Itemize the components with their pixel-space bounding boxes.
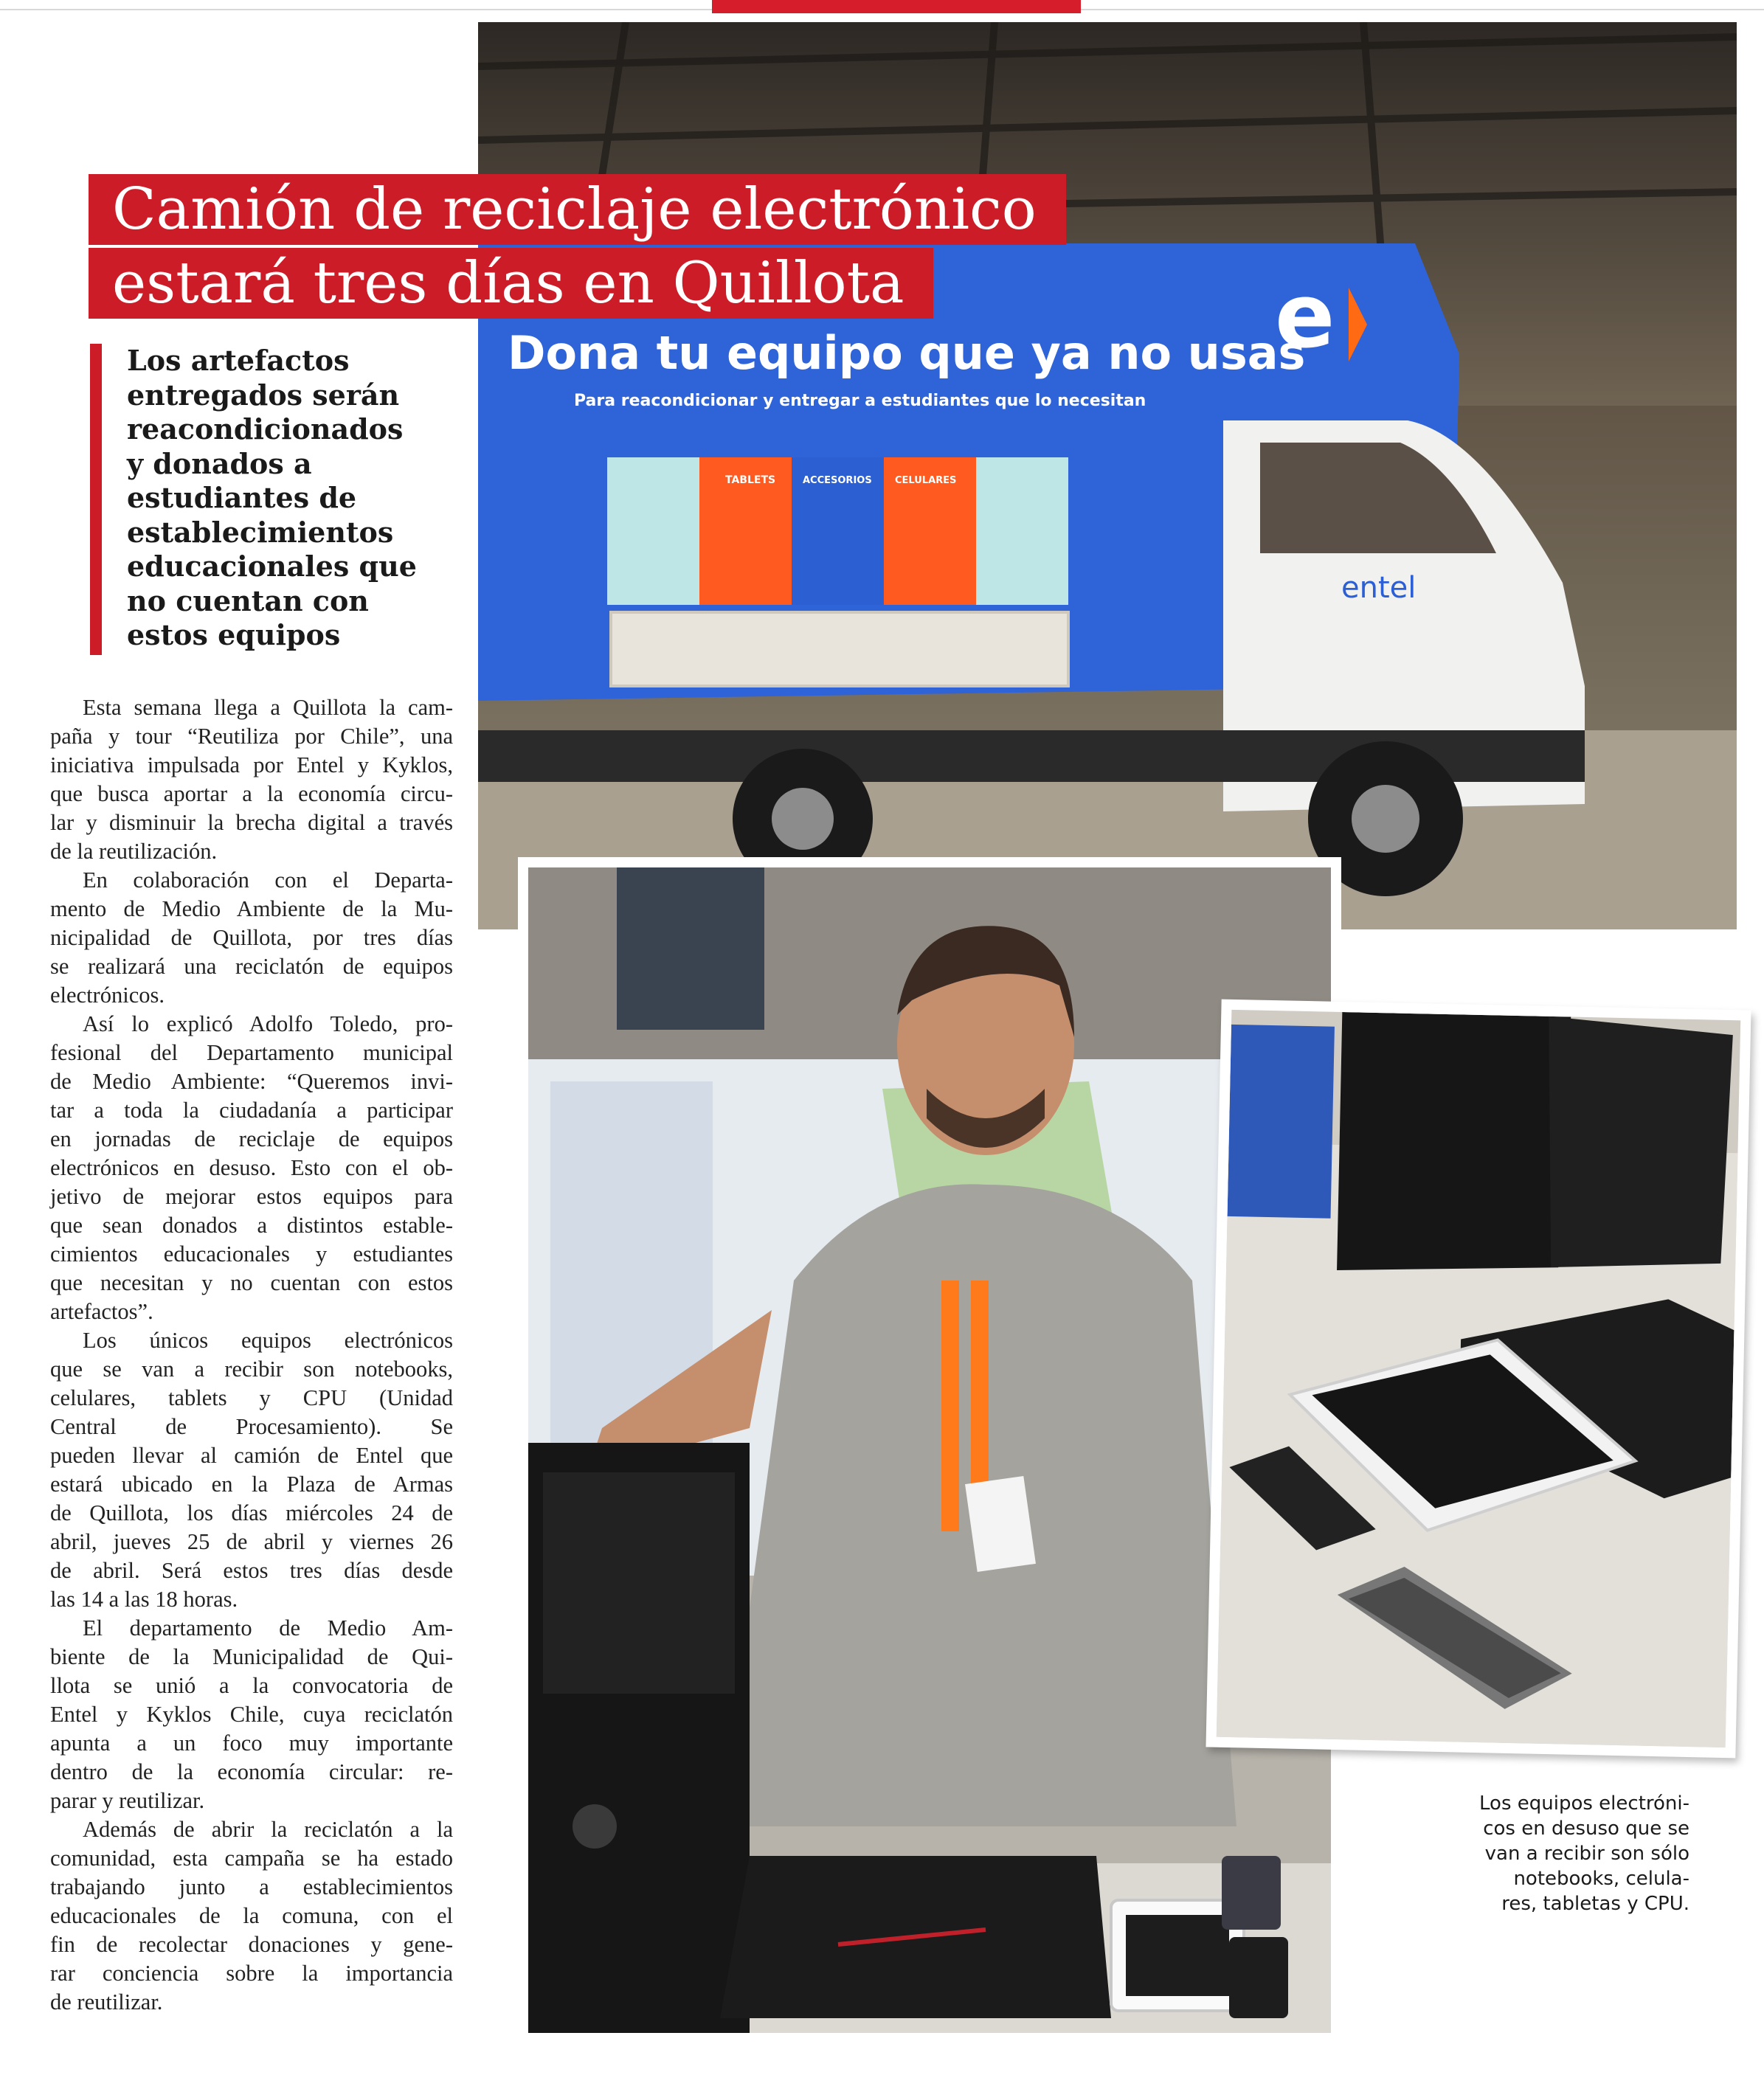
deck-line: reacondicionados — [127, 412, 404, 446]
headline-line-1: Camión de reciclaje electrónico — [89, 174, 1066, 245]
body-line: celulares, tablets y CPU (Unidad — [50, 1385, 453, 1410]
person-illustration — [528, 867, 1331, 2033]
body-line: pueden llevar al camión de Entel que — [50, 1443, 453, 1468]
body-line: electrónicos. — [50, 983, 165, 1008]
truck-door-brand: entel — [1341, 571, 1417, 605]
bin-label-accesorios: ACCESORIOS — [803, 475, 872, 486]
body-line: fin de recolectar donaciones y gene- — [50, 1932, 453, 1957]
body-line: iniciativa impulsada por Entel y Kyklos, — [50, 752, 453, 777]
person-photo — [528, 867, 1331, 2033]
caption-line: van a recibir son sólo — [1484, 1843, 1689, 1865]
section-tab — [712, 0, 1081, 13]
truck-illustration — [478, 22, 1737, 929]
photo-caption — [1402, 1791, 1689, 1916]
devices-illustration — [1217, 1010, 1740, 1747]
body-line: Entel y Kyklos Chile, cuya reciclatón — [50, 1702, 453, 1727]
article-body — [50, 693, 453, 2017]
body-line: trabajando junto a establecimientos — [50, 1874, 453, 1899]
body-line: fesional del Departamento municipal — [50, 1040, 453, 1065]
devices-photo-frame — [1206, 1000, 1751, 1759]
body-line: de Quillota, los días miércoles 24 de — [50, 1500, 453, 1525]
body-line: cimientos educacionales y estudiantes — [50, 1241, 453, 1267]
body-line: que se van a recibir son notebooks, — [50, 1357, 453, 1382]
deck-accent-rule — [90, 344, 102, 655]
body-line: apunta a un foco muy importante — [50, 1731, 453, 1756]
body-line: de abril. Será estos tres días desde — [50, 1558, 453, 1583]
body-line: Así lo explicó Adolfo Toledo, pro- — [83, 1011, 453, 1036]
body-line: que busca aportar a la economía circu- — [50, 781, 453, 806]
body-line: nicipalidad de Quillota, por tres días — [50, 925, 453, 950]
body-line: parar y reutilizar. — [50, 1788, 205, 1813]
body-line: las 14 a las 18 horas. — [50, 1587, 238, 1612]
deck-line: y donados a — [127, 446, 312, 480]
body-line: Los únicos equipos electrónicos — [83, 1328, 453, 1353]
deck-line: Los artefactos — [127, 344, 350, 377]
deck — [127, 344, 466, 653]
body-line: Central de Procesamiento). Se — [50, 1414, 453, 1439]
deck-line: entregados serán — [127, 378, 400, 412]
bin-label-tablets: TABLETS — [725, 474, 776, 486]
truck-sign-headline: Dona tu equipo que ya no usas — [508, 326, 1306, 380]
body-line: que sean donados a distintos estable- — [50, 1213, 453, 1238]
body-line: se realizará una reciclatón de equipos — [50, 954, 453, 979]
body-line: dentro de la economía circular: re- — [50, 1759, 453, 1784]
body-line: jetivo de mejorar estos equipos para — [50, 1184, 453, 1209]
body-line: paña y tour “Reutiliza por Chile”, una — [50, 724, 453, 749]
body-line: abril, jueves 25 de abril y viernes 26 — [50, 1529, 453, 1554]
body-line: rar conciencia sobre la importancia — [50, 1961, 453, 1986]
body-line: que necesitan y no cuentan con estos — [50, 1270, 453, 1295]
body-line: en jornadas de reciclaje de equipos — [50, 1126, 453, 1151]
body-line: artefactos”. — [50, 1299, 153, 1324]
body-line: tar a toda la ciudadanía a participar — [50, 1098, 453, 1123]
body-line: de la reutilización. — [50, 839, 218, 864]
body-line: de Medio Ambiente: “Queremos invi- — [50, 1069, 453, 1094]
caption-line: Los equipos electróni- — [1479, 1792, 1689, 1815]
bin-label-celulares: CELULARES — [895, 475, 957, 486]
body-line: estará ubicado en la Plaza de Armas — [50, 1472, 453, 1497]
body-line: electrónicos en desuso. Esto con el ob- — [50, 1155, 453, 1180]
deck-line: no cuentan con — [127, 583, 369, 617]
body-line: Además de abrir la reciclatón a la — [83, 1817, 453, 1842]
truck-sign-subline: Para reacondicionar y entregar a estudiantes que lo necesitan — [574, 392, 1146, 410]
caption-line: notebooks, celula- — [1513, 1868, 1689, 1890]
body-line: mento de Medio Ambiente de la Mu- — [50, 896, 453, 921]
deck-line: estos equipos — [127, 618, 341, 651]
body-line: El departamento de Medio Am- — [83, 1615, 453, 1641]
body-line: biente de la Municipalidad de Qui- — [50, 1644, 453, 1669]
caption-line: cos en desuso que se — [1483, 1818, 1689, 1840]
body-line: Esta semana llega a Quillota la cam- — [83, 695, 453, 720]
body-line: lar y disminuir la brecha digital a través — [50, 810, 453, 835]
deck-line: estudiantes de — [127, 481, 357, 514]
headline-line-2: estará tres días en Quillota — [89, 248, 933, 319]
body-line: comunidad, esta campaña se ha estado — [50, 1846, 453, 1871]
body-line: educacionales de la comuna, con el — [50, 1903, 453, 1928]
body-line: llota se unió a la convocatoria de — [50, 1673, 453, 1698]
body-line: En colaboración con el Departa- — [83, 867, 453, 893]
truck-photo — [478, 22, 1737, 929]
body-line: de reutilizar. — [50, 1989, 163, 2014]
caption-line: res, tabletas y CPU. — [1501, 1893, 1689, 1915]
deck-line: establecimientos — [127, 515, 394, 549]
entel-logo-glyph: e — [1275, 266, 1335, 368]
deck-line: educacionales que — [127, 550, 417, 583]
devices-photo — [1217, 1010, 1740, 1747]
